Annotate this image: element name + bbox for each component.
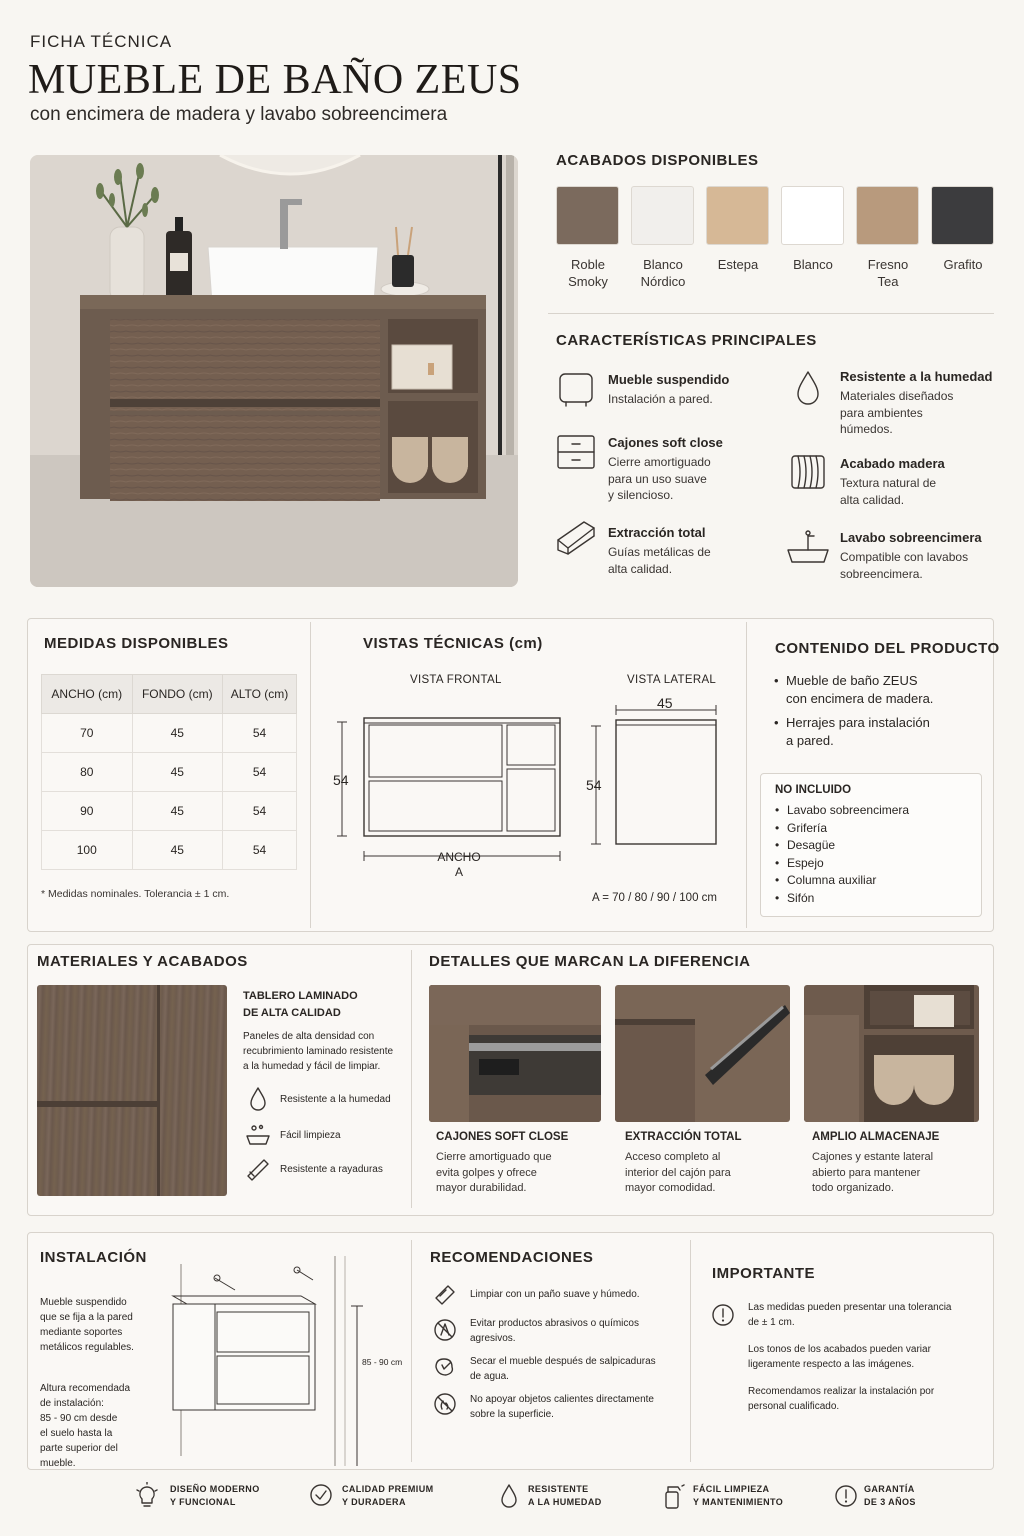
detail-title: EXTRACCIÓN TOTAL bbox=[625, 1131, 742, 1143]
feature-title: Mueble suspendido bbox=[608, 372, 730, 387]
wood-grain-icon bbox=[786, 452, 830, 492]
dry-icon bbox=[432, 1353, 458, 1379]
recommendation-text: Limpiar con un paño suave y húmedo. bbox=[470, 1289, 640, 1300]
front-view-label: VISTA FRONTAL bbox=[410, 674, 502, 686]
important-title: IMPORTANTE bbox=[712, 1265, 816, 1282]
basin-icon bbox=[786, 528, 830, 568]
table-cell: 70 bbox=[42, 714, 133, 753]
table-cell: 45 bbox=[132, 714, 223, 753]
depth-label: 45 bbox=[657, 695, 673, 711]
material-prop-label: Resistente a la humedad bbox=[280, 1094, 391, 1105]
no-chemicals-icon bbox=[432, 1317, 458, 1343]
measures-table bbox=[41, 674, 297, 870]
page-subtitle: con encimera de madera y lavabo sobreencimera bbox=[30, 104, 448, 125]
footer-badge-label: CALIDAD PREMIUM Y DURADERA bbox=[342, 1484, 434, 1507]
detail-title: CAJONES SOFT CLOSE bbox=[436, 1131, 569, 1143]
table-cell: 80 bbox=[42, 753, 133, 792]
finish-swatch[interactable] bbox=[856, 186, 919, 245]
cleaning-icon bbox=[244, 1122, 272, 1148]
front-height-label: 54 bbox=[333, 772, 349, 788]
detail-photo-soft-close bbox=[429, 985, 601, 1122]
water-drop-icon bbox=[497, 1482, 521, 1510]
table-cell: 45 bbox=[132, 792, 223, 831]
detail-photo-storage bbox=[804, 985, 979, 1122]
not-included-item: • Sifón bbox=[775, 890, 975, 908]
board-title: TABLERO LAMINADO DE ALTA CALIDAD bbox=[243, 990, 358, 1019]
contents-item: • Mueble de baño ZEUS con encimera de madera. bbox=[774, 672, 984, 708]
recommendation-text: Secar el mueble después de salpicaduras de agua. bbox=[470, 1356, 656, 1382]
board-desc: Paneles de alta densidad con recubrimiento laminado resistente a la humedad y fácil de limpiar. bbox=[243, 1031, 394, 1072]
installation-height-desc: Altura recomendada de instalación: 85 - 90 cm desde el suelo hasta la parte superior del mueble. bbox=[40, 1383, 131, 1469]
features-title: CARACTERÍSTICAS PRINCIPALES bbox=[556, 332, 817, 349]
details-title: DETALLES QUE MARCAN LA DIFERENCIA bbox=[429, 953, 751, 970]
footer-badge-label: RESISTENTE A LA HUMEDAD bbox=[528, 1484, 602, 1507]
material-prop-label: Resistente a rayaduras bbox=[280, 1164, 383, 1175]
side-view-label: VISTA LATERAL bbox=[627, 674, 717, 686]
drawer-slide-icon bbox=[554, 516, 598, 556]
materials-title: MATERIALES Y ACABADOS bbox=[37, 953, 248, 970]
contents-list bbox=[774, 672, 984, 756]
feature-desc: Textura natural de alta calidad. bbox=[840, 476, 937, 507]
divider bbox=[548, 313, 994, 314]
finish-label: Estepa bbox=[717, 257, 759, 272]
not-included-item: • Columna auxiliar bbox=[775, 872, 975, 890]
cloth-icon bbox=[432, 1282, 458, 1306]
finish-label: Blanco bbox=[793, 257, 833, 272]
product-photo bbox=[30, 155, 518, 587]
lightbulb-icon bbox=[134, 1482, 160, 1510]
width-options-note: A = 70 / 80 / 90 / 100 cm bbox=[592, 892, 717, 904]
table-row bbox=[42, 753, 297, 792]
finish-label: Grafito bbox=[943, 257, 983, 272]
finish-swatch[interactable] bbox=[931, 186, 994, 245]
finish-swatch[interactable] bbox=[781, 186, 844, 245]
no-hot-icon bbox=[432, 1391, 458, 1417]
water-drop-icon bbox=[246, 1086, 270, 1112]
contents-title: CONTENIDO DEL PRODUCTO bbox=[775, 640, 1000, 657]
installation-desc: Mueble suspendido que se fija a la pared mediante soportes metálicos regulables. bbox=[40, 1297, 134, 1353]
height-dimension: 85 - 90 cm bbox=[362, 1357, 403, 1367]
footer-badge-label: GARANTÍA DE 3 AÑOS bbox=[864, 1484, 916, 1507]
detail-desc: Cajones y estante lateral abierto para mantener todo organizado. bbox=[812, 1151, 934, 1194]
feature-desc: Instalación a pared. bbox=[608, 392, 713, 406]
technical-drawing bbox=[330, 690, 740, 890]
table-cell: 54 bbox=[223, 714, 297, 753]
footer-badge-label: FÁCIL LIMPIEZA Y MANTENIMIENTO bbox=[693, 1484, 784, 1507]
material-prop-label: Fácil limpieza bbox=[280, 1130, 341, 1141]
feature-title: Lavabo sobreencimera bbox=[840, 530, 982, 545]
recommendation-text: Evitar productos abrasivos o químicos agresivos. bbox=[470, 1318, 639, 1344]
wall-mounted-cabinet-icon bbox=[554, 370, 598, 410]
recommendation-text: No apoyar objetos calientes directamente sobre la superficie. bbox=[470, 1394, 654, 1420]
table-cell: 45 bbox=[132, 831, 223, 870]
table-header: FONDO (cm) bbox=[132, 675, 223, 714]
finish-label: Blanco Nórdico bbox=[640, 257, 686, 289]
detail-title: AMPLIO ALMACENAJE bbox=[812, 1131, 940, 1143]
laminate-board-photo bbox=[37, 985, 227, 1196]
views-title: VISTAS TÉCNICAS (cm) bbox=[363, 635, 543, 652]
not-included-list bbox=[775, 802, 975, 908]
table-row bbox=[42, 792, 297, 831]
table-cell: 45 bbox=[132, 753, 223, 792]
table-cell: 54 bbox=[223, 753, 297, 792]
recommendations-title: RECOMENDACIONES bbox=[430, 1249, 594, 1266]
finish-label: Roble Smoky bbox=[568, 257, 608, 289]
feature-desc: Cierre amortiguado para un uso suave y silencioso. bbox=[608, 455, 711, 502]
detail-desc: Cierre amortiguado que evita golpes y ofrece mayor durabilidad. bbox=[436, 1151, 552, 1194]
detail-desc: Acceso completo al interior del cajón para mayor comodidad. bbox=[625, 1151, 731, 1194]
finish-label: Fresno Tea bbox=[867, 257, 909, 289]
table-cell: 100 bbox=[42, 831, 133, 870]
feature-desc: Guías metálicas de alta calidad. bbox=[608, 545, 711, 576]
important-text: Los tonos de los acabados pueden variar ligeramente respecto a las imágenes. bbox=[748, 1344, 931, 1370]
water-drop-icon bbox=[786, 368, 830, 408]
table-cell: 54 bbox=[223, 831, 297, 870]
width-label: ANCHO bbox=[437, 850, 481, 864]
not-included-item: • Grifería bbox=[775, 820, 975, 838]
feature-title: Resistente a la humedad bbox=[840, 369, 993, 384]
width-symbol: A bbox=[454, 865, 463, 879]
not-included-item: • Espejo bbox=[775, 855, 975, 873]
table-header: ANCHO (cm) bbox=[42, 675, 133, 714]
measures-note: * Medidas nominales. Tolerancia ± 1 cm. bbox=[41, 888, 230, 900]
important-text: Recomendamos realizar la instalación por personal cualificado. bbox=[748, 1386, 935, 1412]
table-header: ALTO (cm) bbox=[223, 675, 297, 714]
finish-swatch[interactable] bbox=[556, 186, 619, 245]
not-included-title: NO INCLUIDO bbox=[775, 784, 852, 796]
finishes-title: ACABADOS DISPONIBLES bbox=[556, 152, 759, 169]
feature-desc: Compatible con lavabos sobreencimera. bbox=[840, 550, 969, 581]
warranty-icon bbox=[833, 1482, 859, 1510]
not-included-item: • Desagüe bbox=[775, 837, 975, 855]
spray-icon bbox=[660, 1482, 686, 1510]
feature-title: Cajones soft close bbox=[608, 435, 723, 450]
installation-title: INSTALACIÓN bbox=[40, 1249, 147, 1266]
feature-desc: Materiales diseñados para ambientes húmedos. bbox=[840, 389, 954, 436]
side-height-label: 54 bbox=[586, 777, 602, 793]
page-title: MUEBLE DE BAÑO ZEUS bbox=[28, 57, 522, 103]
contents-item: • Herrajes para instalación a pared. bbox=[774, 714, 984, 750]
important-text: Las medidas pueden presentar una tolerancia de ± 1 cm. bbox=[748, 1302, 952, 1328]
table-cell: 90 bbox=[42, 792, 133, 831]
detail-photo-full-extension bbox=[615, 985, 790, 1122]
eyebrow: FICHA TÉCNICA bbox=[30, 32, 173, 51]
finish-swatch[interactable] bbox=[631, 186, 694, 245]
scratch-resistant-icon bbox=[244, 1156, 272, 1182]
finish-swatch[interactable] bbox=[706, 186, 769, 245]
measures-title: MEDIDAS DISPONIBLES bbox=[44, 635, 229, 652]
table-cell: 54 bbox=[223, 792, 297, 831]
drawers-icon bbox=[554, 432, 598, 472]
table-row bbox=[42, 831, 297, 870]
not-included-item: • Lavabo sobreencimera bbox=[775, 802, 975, 820]
footer-badge-label: DISEÑO MODERNO Y FUNCIONAL bbox=[170, 1484, 260, 1507]
feature-title: Acabado madera bbox=[840, 456, 945, 471]
feature-title: Extracción total bbox=[608, 525, 706, 540]
quality-badge-icon bbox=[308, 1482, 334, 1510]
table-row bbox=[42, 714, 297, 753]
warning-icon bbox=[710, 1302, 736, 1328]
